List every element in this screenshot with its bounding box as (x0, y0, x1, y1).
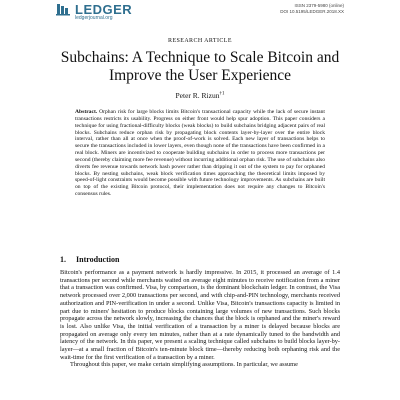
body-text (60, 269, 340, 369)
author-name: Peter R. Rizun (175, 91, 220, 100)
author-line (0, 91, 400, 100)
issn-block (280, 3, 344, 14)
article-category: RESEARCH ARTICLE (168, 38, 232, 44)
ledger-logo-icon (56, 2, 72, 16)
section-title: Introduction (76, 255, 120, 264)
abstract (75, 109, 325, 198)
paragraph: Bitcoin's performance as a payment network is hardly impressive. In 2015, it processed an average of 1.4 transactions per second while merchants waited on average eight minutes to receive notification from a miner that a transaction was confirmed. Visa, by comparison, is the dominant blockchain ledger. In contrast, the Visa network processed over 2,000 transactions per second, and with chip-and-PIN technology, merchants received authorization and PIN-verification in under a second. Unlike Visa, Bitcoin's transactions capacity is limited in part due to miners' hesitation to produce blocks containing large volumes of new transactions. Such blocks propagate across the network slowly, increasing the chances that the block is orphaned and the miner's reward is lost. Also unlike Visa, the initial verification of a transaction by a miner is delayed because blocks are propagated on average only every ten minutes, rather than at a rate dynamically tuned to the bandwidth and latency of the network. In this paper, we present a scaling technique called subchains to build blocks layer-by-layer—at a small fraction of Bitcoin's ten-minute block time—thereby reducing both orphaning risk and the wait-time for the first verification of a transaction by a miner. (60, 269, 340, 361)
issn-line: ISSN 2379-5980 (online) (294, 3, 344, 8)
section-heading (60, 255, 119, 264)
section-number: 1. (60, 255, 66, 264)
journal-name: LEDGER (75, 1, 133, 17)
journal-logo (56, 2, 132, 16)
paragraph: Throughout this paper, we make certain simplifying assumptions. In particular, we assume (70, 361, 298, 369)
doi-line[interactable]: DOI 10.5195/LEDGER.2018.XX (280, 8, 344, 14)
abstract-text: Orphan risk for large blocks limits Bitcoin's transactional capacity while the lack of secure instant transactions restricts its usability. Progress on either front would help spur adoption. This paper considers a technique for using fractional-difficulty blocks (weak blocks) to build subchains bridging adjacent pairs of real blocks. Subchains reduce orphan risk by propagating block contents layer-by-layer over the entire block interval, rather than all at once when the proof-of-work is solved. Each new layer of transactions helps to secure the transactions included in lower layers, even though none of the transactions have been confirmed in a real block. Miners are incentivized to cooperate building subchains in order to process more transactions per second (thereby claiming more fee revenue) without incurring additional orphan risk. The use of subchains also diverts fee revenue towards network hash power rather than dripping it out of the system to pay for orphaned blocks. By nesting subchains, weak block verification times approaching the theoretical limits imposed by speed-of-light constraints would become possible with future technology improvements. As subchains are built on top of the existing Bitcoin protocol, their implementation does not require any changes to Bitcoin's consensus rules. (75, 109, 325, 198)
abstract-label: Abstract. (75, 109, 98, 115)
article-title: Subchains: A Technique to Scale Bitcoin and Improve the User Experience (60, 49, 340, 84)
journal-url[interactable]: ledgerjournal.org (75, 15, 113, 21)
author-affiliation-mark: †1 (219, 91, 225, 97)
